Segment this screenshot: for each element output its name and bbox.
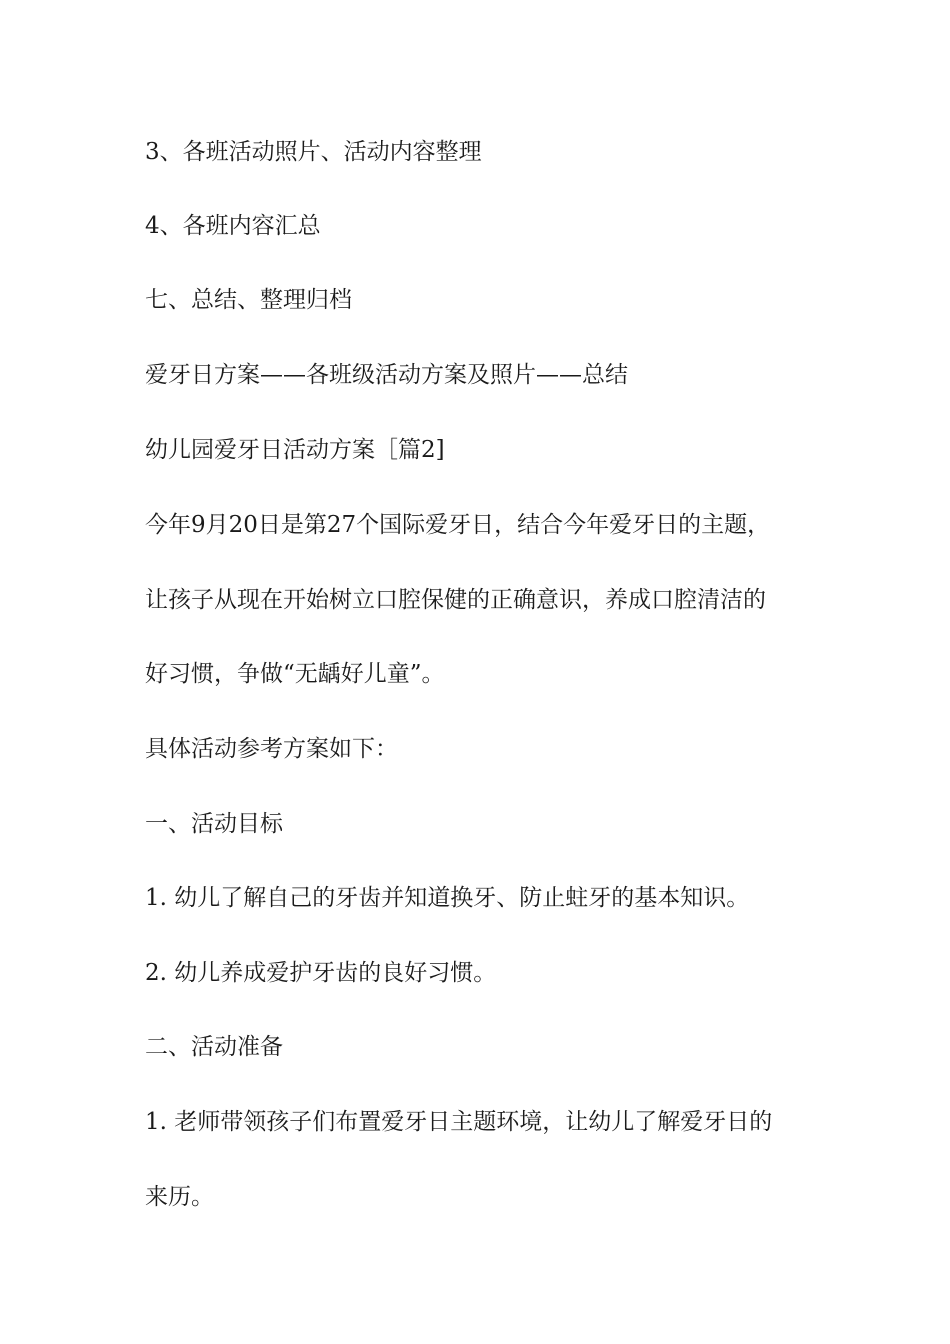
list-item-3-photos: 3、各班活动照片、活动内容整理 — [145, 139, 482, 165]
section-heading-7: 七、总结、整理归档 — [145, 287, 352, 313]
plan-flow-line: 爱牙日方案——各班级活动方案及照片——总结 — [145, 362, 628, 388]
section-heading-preparation: 二、活动准备 — [145, 1034, 283, 1060]
preparation-item-1-line-1: 1. 老师带领孩子们布置爱牙日主题环境，让幼儿了解爱牙日的 — [145, 1109, 773, 1135]
intro-paragraph-line-2: 让孩子从现在开始树立口腔保健的正确意识，养成口腔清洁的 — [145, 587, 766, 613]
goal-item-2: 2. 幼儿养成爱护牙齿的良好习惯。 — [145, 960, 497, 986]
article-title-part-2: 幼儿园爱牙日活动方案［篇2] — [145, 437, 445, 463]
intro-paragraph-line-1: 今年9月20日是第27个国际爱牙日，结合今年爱牙日的主题， — [145, 512, 771, 538]
list-item-4-summary: 4、各班内容汇总 — [145, 213, 321, 239]
plan-reference-line: 具体活动参考方案如下： — [145, 736, 398, 762]
section-heading-goals: 一、活动目标 — [145, 811, 283, 837]
preparation-item-1-line-2: 来历。 — [145, 1184, 214, 1210]
intro-paragraph-line-3: 好习惯，争做“无龋好儿童”。 — [145, 661, 445, 687]
goal-item-1: 1. 幼儿了解自己的牙齿并知道换牙、防止蛀牙的基本知识。 — [145, 885, 750, 911]
